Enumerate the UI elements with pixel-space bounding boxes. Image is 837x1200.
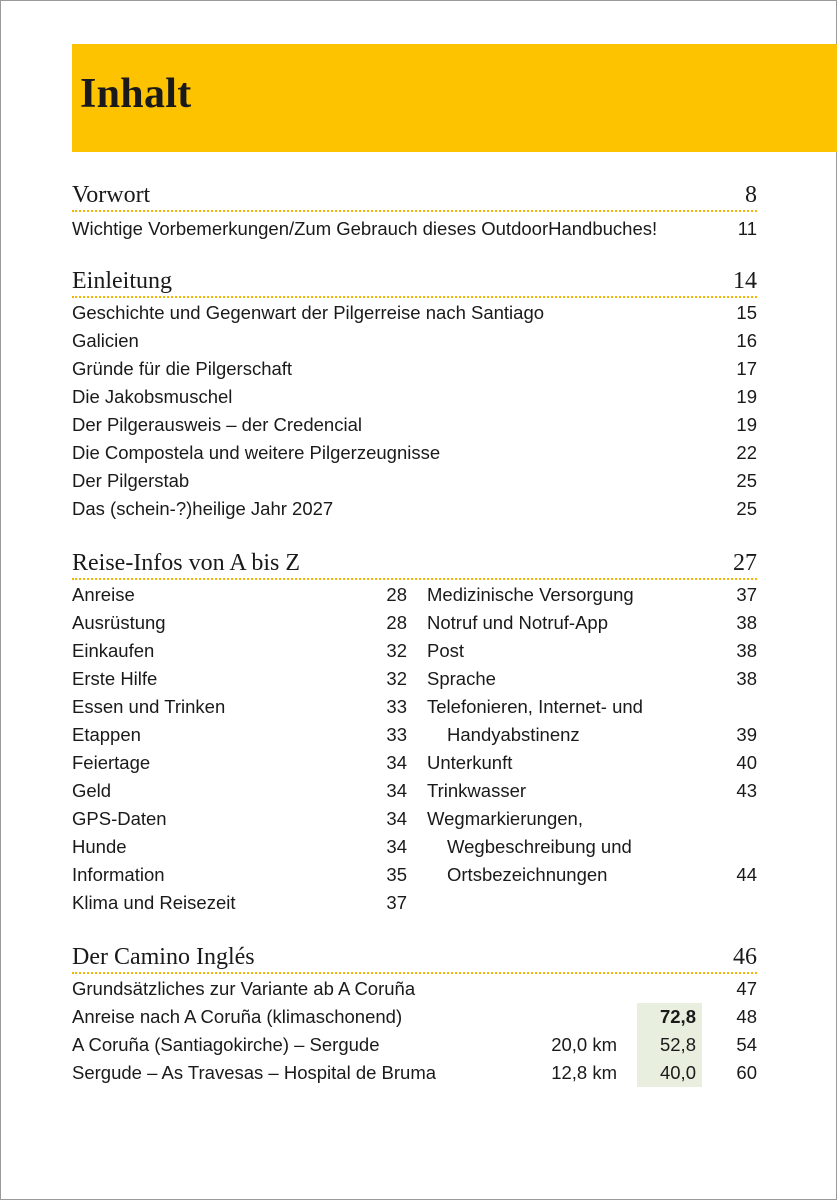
entry-label: Sergude – As Travesas – Hospital de Bruma	[72, 1062, 437, 1083]
entry-label: Wegbeschreibung und	[447, 836, 632, 857]
entry-page: 32	[386, 668, 407, 689]
entry-page: 33	[386, 696, 407, 717]
section-page: 46	[733, 944, 757, 970]
entry-page: 34	[386, 836, 407, 857]
toc-entry[interactable]	[72, 778, 407, 804]
toc-entry[interactable]	[72, 468, 757, 494]
entry-page: 37	[736, 584, 757, 605]
toc-entry[interactable]	[427, 666, 757, 692]
cumulative-distance: 40,0	[637, 1059, 702, 1087]
entry-label: Die Compostela und weitere Pilgerzeugnisse	[72, 442, 441, 463]
entry-label: GPS-Daten	[72, 808, 167, 829]
toc-entry[interactable]	[427, 694, 757, 720]
toc-entry[interactable]	[427, 750, 757, 776]
title-banner	[72, 44, 837, 152]
section-title: Einleitung	[72, 268, 172, 294]
section-reise-heading[interactable]	[72, 548, 757, 580]
toc-entry[interactable]	[72, 328, 757, 354]
section-title: Vorwort	[72, 182, 151, 208]
entry-page: 60	[736, 1062, 757, 1083]
page-title: Inhalt	[80, 71, 192, 117]
entry-page: 22	[736, 442, 757, 463]
toc-entry[interactable]	[72, 694, 407, 720]
toc-entry[interactable]	[427, 862, 757, 888]
entry-page: 54	[736, 1034, 757, 1055]
toc-entry[interactable]	[72, 638, 407, 664]
entry-page: 34	[386, 808, 407, 829]
toc-entry[interactable]	[72, 1004, 757, 1030]
entry-label: Handyabstinenz	[447, 724, 580, 745]
entry-label: Essen und Trinken	[72, 696, 226, 717]
toc-entry[interactable]	[72, 806, 407, 832]
toc-entry[interactable]	[72, 1032, 757, 1058]
entry-label: Der Pilgerausweis – der Credencial	[72, 414, 362, 435]
entry-page: 15	[736, 302, 757, 323]
entry-page: 28	[386, 584, 407, 605]
entry-page: 47	[736, 978, 757, 999]
entry-label: Anreise nach A Coruña (klimaschonend)	[72, 1006, 403, 1027]
entry-label: Hunde	[72, 836, 127, 857]
toc-entry[interactable]	[72, 496, 757, 522]
entry-label: Wichtige Vorbemerkungen/Zum Gebrauch dieses OutdoorHandbuches!	[72, 218, 658, 239]
toc-entry[interactable]	[72, 412, 757, 438]
entry-page: 38	[736, 640, 757, 661]
section-camino-heading[interactable]	[72, 942, 757, 974]
entry-label: Gründe für die Pilgerschaft	[72, 358, 293, 379]
cumulative-distance: 52,8	[637, 1031, 702, 1059]
toc-entry[interactable]	[427, 638, 757, 664]
toc-entry[interactable]	[72, 834, 407, 860]
toc-entry[interactable]	[72, 666, 407, 692]
toc-entry[interactable]	[427, 610, 757, 636]
section-page: 27	[733, 550, 757, 576]
entry-label: Anreise	[72, 584, 135, 605]
section-page: 8	[745, 182, 757, 208]
entry-label: Notruf und Notruf-App	[427, 612, 608, 633]
toc-entry[interactable]	[427, 806, 757, 832]
entry-label: Feiertage	[72, 752, 151, 773]
toc-entry[interactable]	[72, 862, 407, 888]
entry-page: 28	[386, 612, 407, 633]
entry-label: Die Jakobsmuschel	[72, 386, 233, 407]
entry-page: 40	[736, 752, 757, 773]
entry-label: Medizinische Versorgung	[427, 584, 634, 605]
entry-label: Einkaufen	[72, 640, 155, 661]
entry-page: 19	[736, 414, 757, 435]
toc-entry[interactable]	[427, 834, 757, 860]
entry-label: Wegmarkierungen,	[427, 808, 583, 829]
toc-entry[interactable]	[72, 610, 407, 636]
entry-page: 39	[736, 724, 757, 745]
entry-page: 43	[736, 780, 757, 801]
entry-label: Unterkunft	[427, 752, 513, 773]
toc-entry[interactable]	[72, 440, 757, 466]
section-page: 14	[733, 268, 757, 294]
entry-label: Erste Hilfe	[72, 668, 158, 689]
section-vorwort-heading[interactable]	[72, 180, 757, 212]
entry-label: Sprache	[427, 668, 496, 689]
toc-entry[interactable]	[72, 582, 407, 608]
entry-label: Trinkwasser	[427, 780, 527, 801]
entry-page: 16	[736, 330, 757, 351]
entry-label: Geschichte und Gegenwart der Pilgerreise nach Santiago	[72, 302, 545, 323]
entry-label: Post	[427, 640, 465, 661]
entry-page: 19	[736, 386, 757, 407]
entry-label: Der Pilgerstab	[72, 470, 190, 491]
toc-entry[interactable]	[72, 1060, 757, 1086]
toc-entry[interactable]	[427, 778, 757, 804]
toc-entry[interactable]	[72, 976, 757, 1002]
toc-entry[interactable]	[72, 890, 407, 916]
stage-distance: 12,8 km	[551, 1062, 617, 1083]
entry-page: 25	[736, 470, 757, 491]
entry-page: 34	[386, 752, 407, 773]
entry-page: 35	[386, 864, 407, 885]
entry-label: Information	[72, 864, 165, 885]
entry-page: 37	[386, 892, 407, 913]
entry-label: Ortsbezeichnungen	[447, 864, 608, 885]
entry-label: Das (schein-?)heilige Jahr 2027	[72, 498, 334, 519]
entry-label: A Coruña (Santiagokirche) – Sergude	[72, 1034, 380, 1055]
entry-page: 34	[386, 780, 407, 801]
entry-label: Ausrüstung	[72, 612, 166, 633]
entry-page: 44	[736, 864, 757, 885]
toc-entry[interactable]	[72, 356, 757, 382]
toc-entry[interactable]	[72, 300, 757, 326]
toc-entry[interactable]	[427, 722, 757, 748]
entry-page: 11	[737, 218, 757, 239]
entry-label: Geld	[72, 780, 112, 801]
entry-label: Telefonieren, Internet- und	[427, 696, 643, 717]
section-title: Der Camino Inglés	[72, 944, 255, 970]
entry-page: 32	[386, 640, 407, 661]
toc-entry[interactable]	[72, 216, 757, 242]
toc-entry[interactable]	[72, 722, 407, 748]
entry-page: 17	[736, 358, 757, 379]
entry-page: 38	[736, 612, 757, 633]
entry-label: Klima und Reisezeit	[72, 892, 236, 913]
cumulative-distance: 72,8	[637, 1003, 702, 1031]
toc-entry[interactable]	[427, 582, 757, 608]
entry-label: Grundsätzliches zur Variante ab A Coruña	[72, 978, 416, 999]
entry-page: 33	[386, 724, 407, 745]
section-einleitung-heading[interactable]	[72, 266, 757, 298]
section-title: Reise-Infos von A bis Z	[72, 550, 300, 576]
entry-label: Etappen	[72, 724, 141, 745]
toc-entry[interactable]	[72, 384, 757, 410]
entry-page: 25	[736, 498, 757, 519]
entry-page: 38	[736, 668, 757, 689]
toc-entry[interactable]	[72, 750, 407, 776]
entry-label: Galicien	[72, 330, 139, 351]
stage-distance: 20,0 km	[551, 1034, 617, 1055]
entry-page: 48	[736, 1006, 757, 1027]
